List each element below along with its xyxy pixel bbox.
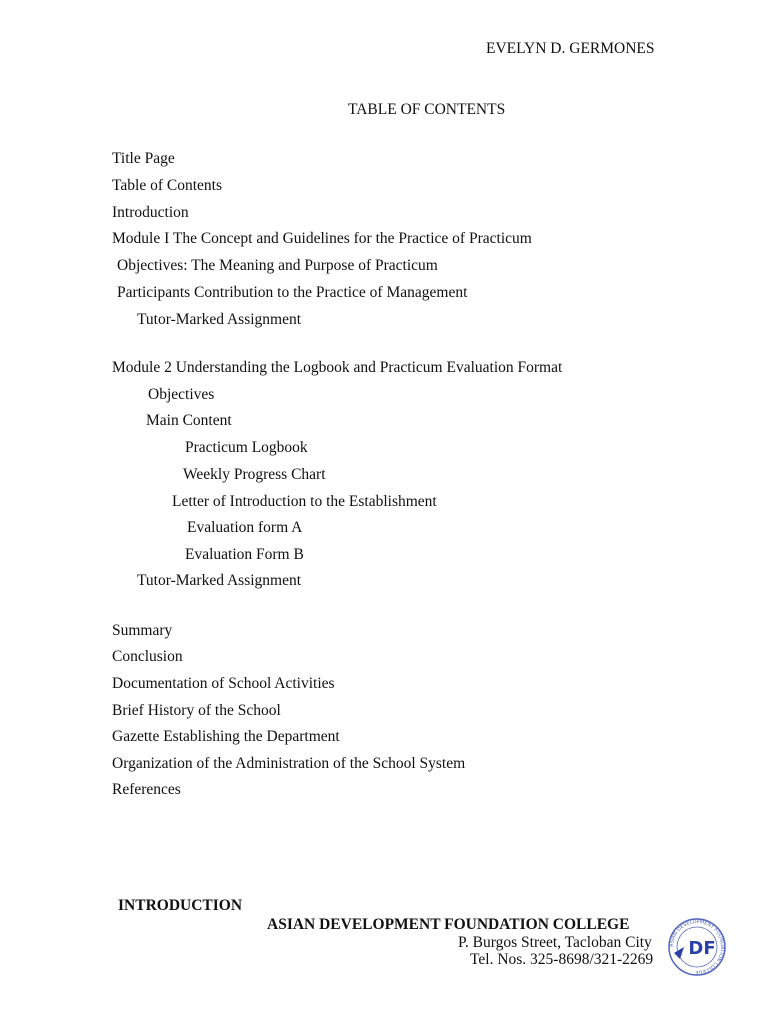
toc-item-module-1: Module I The Concept and Guidelines for the Practice of Practicum (112, 230, 532, 247)
toc-item-conclusion: Conclusion (112, 648, 183, 665)
toc-item-m2-practicum-logbook: Practicum Logbook (185, 439, 308, 456)
toc-item-m2-letter-of-introduction: Letter of Introduction to the Establishment (172, 493, 437, 510)
toc-item-m1-objectives: Objectives: The Meaning and Purpose of Practicum (117, 257, 438, 274)
college-name: ASIAN DEVELOPMENT FOUNDATION COLLEGE (267, 916, 630, 933)
toc-item-m2-objectives: Objectives (148, 386, 215, 403)
toc-item-m1-participants: Participants Contribution to the Practice of Management (117, 284, 468, 301)
toc-item-m2-main-content: Main Content (146, 412, 232, 429)
toc-item-documentation: Documentation of School Activities (112, 675, 335, 692)
page-title: TABLE OF CONTENTS (348, 101, 506, 118)
seal-ring-text: ASIAN DEVELOPMENT FOUNDATION COLLEGE (668, 918, 726, 976)
section-heading-introduction: INTRODUCTION (118, 897, 243, 914)
toc-item-m2-weekly-progress-chart: Weekly Progress Chart (183, 466, 326, 483)
toc-item-brief-history: Brief History of the School (112, 702, 281, 719)
author-name: EVELYN D. GERMONES (486, 40, 655, 57)
toc-item-m2-evaluation-form-b: Evaluation Form B (185, 546, 304, 563)
toc-item-title-page: Title Page (112, 150, 175, 167)
toc-item-introduction: Introduction (112, 204, 189, 221)
toc-item-m2-evaluation-form-a: Evaluation form A (187, 519, 303, 536)
toc-item-table-of-contents: Table of Contents (112, 177, 222, 194)
toc-item-gazette: Gazette Establishing the Department (112, 728, 340, 745)
toc-item-summary: Summary (112, 622, 173, 639)
college-phone: Tel. Nos. 325-8698/321-2269 (470, 951, 654, 968)
toc-item-references: References (112, 781, 181, 798)
toc-item-m1-tutor-marked-assignment: Tutor-Marked Assignment (137, 311, 302, 328)
toc-item-m2-tutor-marked-assignment: Tutor-Marked Assignment (137, 572, 302, 589)
college-seal-icon (666, 917, 728, 977)
toc-item-organization: Organization of the Administration of the School System (112, 755, 466, 772)
toc-item-module-2: Module 2 Understanding the Logbook and Practicum Evaluation Format (112, 359, 563, 376)
seal-letters: DF (688, 938, 716, 959)
college-address: P. Burgos Street, Tacloban City (458, 934, 652, 951)
